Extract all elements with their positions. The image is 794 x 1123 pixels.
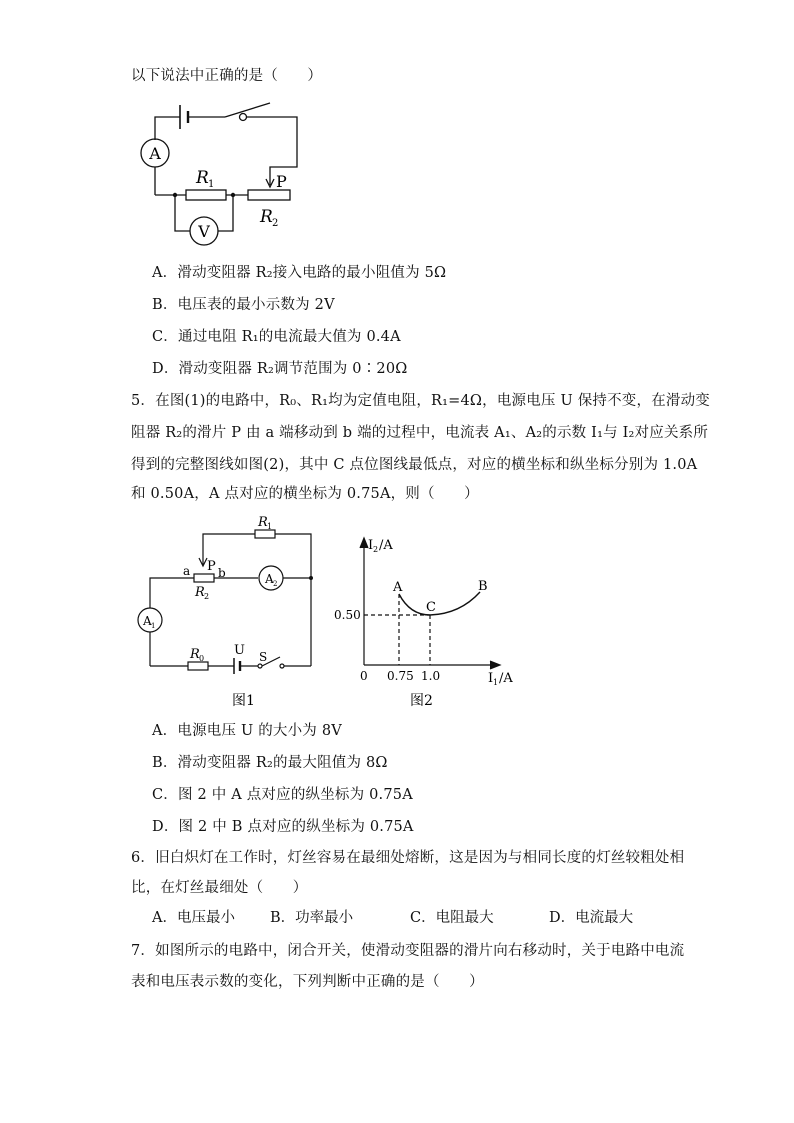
q5-fig1-r1-label: R bbox=[258, 515, 268, 530]
q4-circuit-diagram bbox=[130, 95, 310, 250]
q5-fig1-u-label: U bbox=[234, 643, 245, 658]
q6-stem-line-2: 比，在灯丝最细处（ ） bbox=[131, 880, 308, 896]
q5-stem-line-4: 和 0.50A，A 点对应的横坐标为 0.75A，则（ ） bbox=[131, 486, 479, 502]
q5-fig2-point-c: C bbox=[426, 600, 436, 615]
q6-option-b: B．功率最小 bbox=[270, 910, 354, 926]
q5-option-b: B．滑动变阻器 R₂的最大阻值为 8Ω bbox=[152, 755, 388, 771]
q5-fig1-r1-sub: 1 bbox=[267, 522, 273, 531]
q5-stem-line-1: 5．在图(1)的电路中，R₀、R₁均为定值电阻，R₁=4Ω，电源电压 U 保持不变，在滑动变 bbox=[131, 393, 710, 409]
q5-figure-2-graph bbox=[330, 530, 530, 715]
q5-option-d: D．图 2 中 B 点对应的纵坐标为 0.75A bbox=[152, 819, 414, 835]
q5-fig2-ylabel-sub: 2 bbox=[373, 545, 379, 554]
q4-r1-label: R bbox=[196, 168, 209, 188]
q5-fig1-a1-sub: 1 bbox=[151, 622, 156, 630]
q5-fig2-xlabel-sub: 1 bbox=[493, 678, 499, 687]
q5-fig1-a-label: a bbox=[183, 564, 191, 578]
q7-stem-line-2: 表和电压表示数的变化，下列判断中正确的是（ ） bbox=[131, 974, 484, 990]
q5-fig1-a2-label: A bbox=[265, 572, 274, 586]
q5-fig1-r0-sub: 0 bbox=[199, 654, 205, 663]
q5-fig1-r2-label: R bbox=[195, 585, 205, 600]
q6-option-a: A．电压最小 bbox=[152, 910, 235, 926]
q5-fig1-s-label: S bbox=[259, 650, 268, 664]
q6-option-c: C．电阻最大 bbox=[410, 910, 494, 926]
q5-fig1-caption: 图1 bbox=[232, 693, 255, 709]
q4-option-c: C．通过电阻 R₁的电流最大值为 0.4A bbox=[152, 329, 401, 345]
q4-ammeter-label: A bbox=[149, 144, 161, 163]
q5-fig2-ylabel: I bbox=[368, 538, 374, 553]
q5-fig1-a2-sub: 2 bbox=[273, 580, 278, 588]
q4-option-b: B．电压表的最小示数为 2V bbox=[152, 297, 335, 313]
q4-r2-label: R bbox=[260, 207, 273, 227]
q5-fig2-xlabel: I bbox=[488, 671, 494, 686]
q5-fig2-ylabel-unit: /A bbox=[379, 538, 393, 553]
q6-stem-line-1: 6．旧白炽灯在工作时，灯丝容易在最细处熔断，这是因为与相同长度的灯丝较粗处相 bbox=[131, 850, 685, 866]
q4-stem: 以下说法中正确的是（ ） bbox=[131, 68, 323, 84]
q5-stem-line-3: 得到的完整图线如图(2)，其中 C 点位图线最低点，对应的横坐标和纵坐标分别为 1.0A bbox=[131, 457, 698, 473]
q7-stem-line-1: 7．如图所示的电路中，闭合开关，使滑动变阻器的滑片向右移动时，关于电路中电流 bbox=[131, 943, 685, 959]
q5-fig2-xtick-1-0: 1.0 bbox=[421, 669, 441, 683]
q5-fig2-origin: 0 bbox=[360, 669, 368, 683]
q6-option-d: D．电流最大 bbox=[549, 910, 634, 926]
q4-voltmeter-label: V bbox=[198, 222, 210, 241]
q5-fig2-caption: 图2 bbox=[410, 693, 433, 709]
q4-option-d: D．滑动变阻器 R₂调节范围为 0∶20Ω bbox=[152, 361, 408, 377]
q4-option-a: A．滑动变阻器 R₂接入电路的最小阻值为 5Ω bbox=[152, 265, 447, 281]
q5-fig1-p-label: P bbox=[207, 559, 216, 574]
q5-option-a: A．电源电压 U 的大小为 8V bbox=[152, 723, 342, 739]
q5-fig2-xtick-0-75: 0.75 bbox=[387, 669, 414, 683]
q4-r2-sub: 2 bbox=[272, 218, 279, 229]
q5-fig1-r0-label: R bbox=[190, 647, 200, 662]
q5-fig1-b-label: b bbox=[218, 566, 226, 580]
q5-stem-line-2: 阻器 R₂的滑片 P 由 a 端移动到 b 端的过程中，电流表 A₁、A₂的示数 I₁与 I₂对应关系所 bbox=[131, 425, 709, 441]
q4-r1-sub: 1 bbox=[208, 179, 215, 190]
q5-fig1-r2-sub: 2 bbox=[204, 592, 210, 601]
q5-fig2-xlabel-unit: /A bbox=[499, 671, 513, 686]
q4-slider-label: P bbox=[276, 172, 287, 191]
q5-figure-1-circuit bbox=[130, 508, 330, 713]
q5-option-c: C．图 2 中 A 点对应的纵坐标为 0.75A bbox=[152, 787, 413, 803]
q5-fig2-ytick-0-50: 0.50 bbox=[334, 608, 361, 622]
q5-fig2-point-a: A bbox=[393, 580, 403, 595]
q5-fig2-point-b: B bbox=[478, 579, 488, 594]
q5-fig1-a1-label: A bbox=[143, 614, 152, 628]
